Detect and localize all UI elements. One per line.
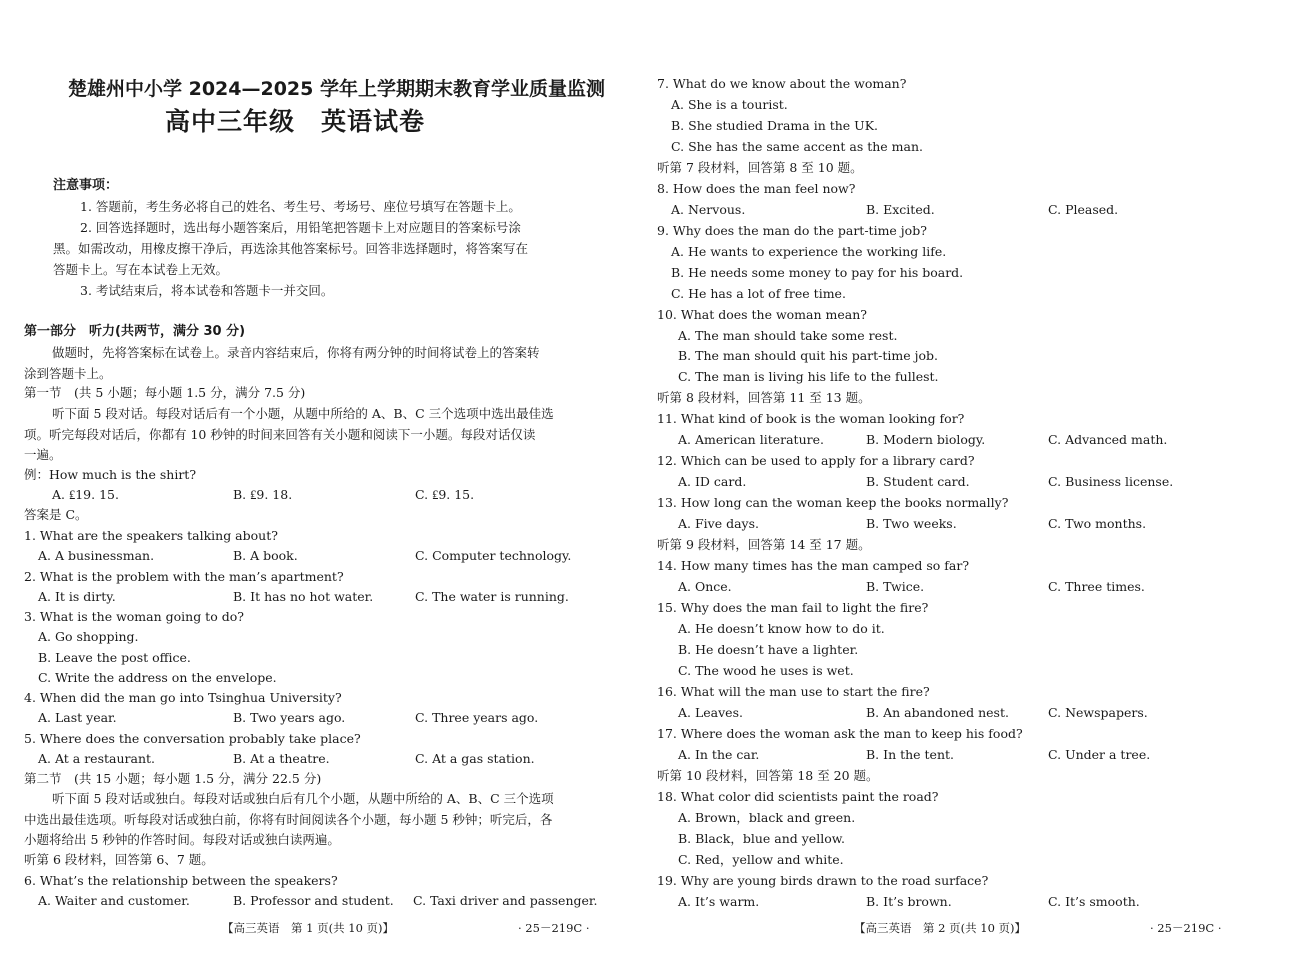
q7-option-c: C. She has the same accent as the man.	[671, 139, 923, 154]
section1-instructions-cont: 一遍。	[24, 447, 62, 462]
question-14: 14. How many times has the man camped so far?	[657, 558, 970, 573]
q16-option-c: C. Newspapers.	[1048, 705, 1148, 720]
q19-option-c: C. It’s smooth.	[1048, 894, 1140, 909]
q15-option-a: A. He doesn’t know how to do it.	[678, 621, 885, 636]
q9-option-a: A. He wants to experience the working life.	[671, 244, 947, 259]
q6-option-a: A. Waiter and customer.	[38, 893, 190, 908]
q17-option-c: C. Under a tree.	[1048, 747, 1151, 762]
exam-page-1	[0, 0, 620, 977]
q1-option-b: B. A book.	[233, 548, 298, 563]
question-9: 9. Why does the man do the part-time job?	[657, 223, 927, 238]
section1-heading: 第一节 (共 5 小题；每小题 1.5 分，满分 7.5 分)	[24, 385, 306, 400]
page-footer: 【高三英语 第 1 页(共 10 页)】	[222, 921, 395, 935]
section1-instructions-cont: 项。听完每段对话后，你都有 10 秒钟的时间来回答有关小题和阅读下一小题。每段对话仅读	[24, 427, 536, 442]
section2-instructions-cont: 小题将给出 5 秒钟的作答时间。每段对话或独白读两遍。	[24, 832, 340, 847]
q12-option-a: A. ID card.	[678, 474, 747, 489]
notice-item-1: 1. 答题前，考生务必将自己的姓名、考生号、考场号、座位号填写在答题卡上。	[80, 199, 521, 214]
question-5: 5. Where does the conversation probably take place?	[24, 731, 361, 746]
q15-option-c: C. The wood he uses is wet.	[678, 663, 854, 678]
question-17: 17. Where does the woman ask the man to keep his food?	[657, 726, 1023, 741]
notice-item-2-cont: 答题卡上。写在本试卷上无效。	[53, 262, 229, 277]
exam-title-line1: 楚雄州中小学 2024—2025 学年上学期期末教育学业质量监测	[68, 78, 605, 100]
page-footer: 【高三英语 第 2 页(共 10 页)】	[854, 921, 1027, 935]
notice-item-2-cont: 黑。如需改动，用橡皮擦干净后，再选涂其他答案标号。回答非选择题时，将答案写在	[53, 241, 529, 256]
q14-option-c: C. Three times.	[1048, 579, 1145, 594]
exam-title-line2: 高中三年级 英语试卷	[165, 107, 426, 136]
question-18: 18. What color did scientists paint the road?	[657, 789, 939, 804]
q5-option-a: A. At a restaurant.	[38, 751, 155, 766]
page-code: · 25－219C ·	[518, 921, 590, 935]
q13-option-b: B. Two weeks.	[866, 516, 957, 531]
question-3: 3. What is the woman going to do?	[24, 609, 244, 624]
q1-option-c: C. Computer technology.	[415, 548, 572, 563]
question-4: 4. When did the man go into Tsinghua University?	[24, 690, 342, 705]
q1-option-a: A. A businessman.	[38, 548, 155, 563]
q4-option-b: B. Two years ago.	[233, 710, 346, 725]
q9-option-b: B. He needs some money to pay for his board.	[671, 265, 964, 280]
q8-option-b: B. Excited.	[866, 202, 935, 217]
part1-heading: 第一部分 听力(共两节，满分 30 分)	[24, 324, 246, 339]
part1-instructions-cont: 涂到答题卡上。	[24, 366, 112, 381]
question-16: 16. What will the man use to start the fire?	[657, 684, 930, 699]
example-question: 例：How much is the shirt?	[24, 467, 197, 482]
question-2: 2. What is the problem with the man’s apartment?	[24, 569, 344, 584]
q13-option-a: A. Five days.	[678, 516, 759, 531]
q4-option-a: A. Last year.	[38, 710, 117, 725]
q18-option-a: A. Brown，black and green.	[678, 810, 856, 825]
q19-option-a: A. It’s warm.	[678, 894, 760, 909]
q11-option-c: C. Advanced math.	[1048, 432, 1168, 447]
question-15: 15. Why does the man fail to light the fire?	[657, 600, 929, 615]
q17-option-a: A. In the car.	[678, 747, 760, 762]
section2-instructions: 听下面 5 段对话或独白。每段对话或独白后有几个小题，从题中所给的 A、B、C 三个选项	[52, 791, 554, 806]
question-11: 11. What kind of book is the woman looking for?	[657, 411, 965, 426]
q8-option-c: C. Pleased.	[1048, 202, 1119, 217]
question-13: 13. How long can the woman keep the books normally?	[657, 495, 1009, 510]
q12-option-c: C. Business license.	[1048, 474, 1174, 489]
q4-option-c: C. Three years ago.	[415, 710, 539, 725]
q6-option-c: C. Taxi driver and passenger.	[413, 893, 598, 908]
q16-option-a: A. Leaves.	[678, 705, 743, 720]
question-19: 19. Why are young birds drawn to the road surface?	[657, 873, 989, 888]
section2-heading: 第二节 (共 15 小题；每小题 1.5 分，满分 22.5 分)	[24, 771, 322, 786]
q14-option-a: A. Once.	[678, 579, 732, 594]
question-1: 1. What are the speakers talking about?	[24, 528, 278, 543]
q9-option-c: C. He has a lot of free time.	[671, 286, 846, 301]
q6-option-b: B. Professor and student.	[233, 893, 394, 908]
notice-item-3: 3. 考试结束后，将本试卷和答题卡一并交回。	[80, 283, 334, 298]
notice-item-2: 2. 回答选择题时，选出每小题答案后，用铅笔把答题卡上对应题目的答案标号涂	[80, 220, 521, 235]
q8-option-a: A. Nervous.	[671, 202, 746, 217]
q17-option-b: B. In the tent.	[866, 747, 955, 762]
q16-option-b: B. An abandoned nest.	[866, 705, 1009, 720]
q18-option-b: B. Black，blue and yellow.	[678, 831, 845, 846]
q13-option-c: C. Two months.	[1048, 516, 1147, 531]
q14-option-b: B. Twice.	[866, 579, 925, 594]
q2-option-a: A. It is dirty.	[38, 589, 116, 604]
q10-option-a: A. The man should take some rest.	[678, 328, 898, 343]
q7-option-a: A. She is a tourist.	[671, 97, 788, 112]
q12-option-b: B. Student card.	[866, 474, 970, 489]
page-code: · 25－219C ·	[1150, 921, 1222, 935]
example-option-c: C. ₤9. 15.	[415, 487, 475, 502]
q18-option-c: C. Red，yellow and white.	[678, 852, 844, 867]
section1-instructions: 听下面 5 段对话。每段对话后有一个小题，从题中所给的 A、B、C 三个选项中选出最佳选	[52, 406, 554, 421]
question-7: 7. What do we know about the woman?	[657, 76, 907, 91]
example-answer: 答案是 C。	[24, 507, 88, 522]
q2-option-c: C. The water is running.	[415, 589, 569, 604]
material-7-heading: 听第 7 段材料，回答第 8 至 10 题。	[657, 160, 863, 175]
q2-option-b: B. It has no hot water.	[233, 589, 374, 604]
exam-page-2	[640, 0, 1298, 977]
example-option-a: A. ₤19. 15.	[52, 487, 119, 502]
material-6-heading: 听第 6 段材料，回答第 6、7 题。	[24, 852, 214, 867]
q10-option-b: B. The man should quit his part-time job.	[678, 348, 939, 363]
question-12: 12. Which can be used to apply for a library card?	[657, 453, 975, 468]
part1-instructions: 做题时，先将答案标在试卷上。录音内容结束后，你将有两分钟的时间将试卷上的答案转	[52, 345, 540, 360]
q15-option-b: B. He doesn’t have a lighter.	[678, 642, 859, 657]
q11-option-a: A. American literature.	[678, 432, 824, 447]
section2-instructions-cont: 中选出最佳选项。听每段对话或独白前，你将有时间阅读各个小题，每小题 5 秒钟；听完后，各	[24, 812, 553, 827]
question-8: 8. How does the man feel now?	[657, 181, 856, 196]
q10-option-c: C. The man is living his life to the fullest.	[678, 369, 939, 384]
material-8-heading: 听第 8 段材料，回答第 11 至 13 题。	[657, 390, 871, 405]
q5-option-b: B. At a theatre.	[233, 751, 330, 766]
q3-option-c: C. Write the address on the envelope.	[38, 670, 277, 685]
q11-option-b: B. Modern biology.	[866, 432, 986, 447]
q3-option-b: B. Leave the post office.	[38, 650, 191, 665]
q5-option-c: C. At a gas station.	[415, 751, 535, 766]
q3-option-a: A. Go shopping.	[38, 629, 139, 644]
q7-option-b: B. She studied Drama in the UK.	[671, 118, 879, 133]
q19-option-b: B. It’s brown.	[866, 894, 952, 909]
material-10-heading: 听第 10 段材料，回答第 18 至 20 题。	[657, 768, 879, 783]
question-6: 6. What’s the relationship between the speakers?	[24, 873, 338, 888]
example-option-b: B. ₤9. 18.	[233, 487, 293, 502]
notice-heading: 注意事项：	[53, 178, 119, 193]
question-10: 10. What does the woman mean?	[657, 307, 867, 322]
material-9-heading: 听第 9 段材料，回答第 14 至 17 题。	[657, 537, 871, 552]
